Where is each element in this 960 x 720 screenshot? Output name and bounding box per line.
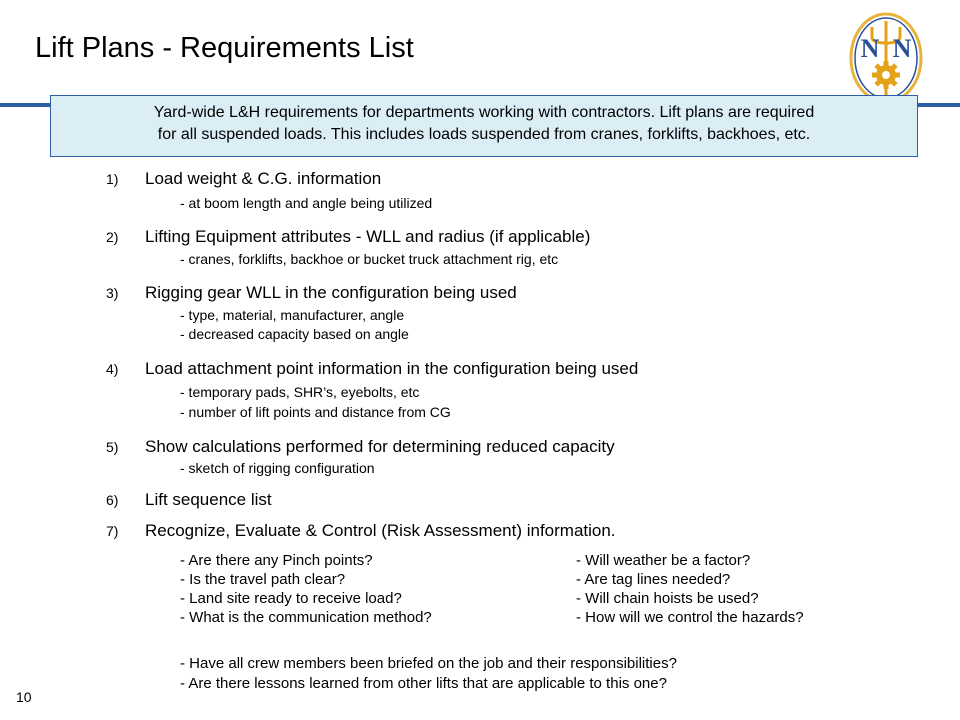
- item-detail: - type, material, manufacturer, angle: [180, 307, 405, 323]
- risk-question: - Will weather be a factor?: [576, 552, 751, 569]
- risk-question: - Are there any Pinch points?: [180, 552, 373, 569]
- risk-question: - What is the communication method?: [180, 609, 432, 626]
- item-detail: - decreased capacity based on angle: [180, 326, 409, 342]
- item-number: 6): [106, 492, 119, 508]
- item-number: 3): [106, 285, 119, 301]
- item-heading: Lift sequence list: [145, 490, 272, 509]
- item-heading: Rigging gear WLL in the configuration being used: [145, 283, 517, 302]
- item-detail: - cranes, forklifts, backhoe or bucket truck attachment rig, etc: [180, 251, 559, 267]
- callout-line-2: for all suspended loads. This includes loads suspended from cranes, forklifts, backhoes, etc.: [157, 126, 811, 143]
- risk-question: - Are there lessons learned from other lifts that are applicable to this one?: [180, 675, 667, 692]
- svg-text:N: N: [892, 34, 912, 63]
- requirements-callout: [50, 95, 918, 157]
- risk-question: - Land site ready to receive load?: [180, 590, 402, 607]
- page-number: 10: [16, 689, 32, 705]
- item-detail: - temporary pads, SHR’s, eyebolts, etc: [180, 384, 420, 400]
- item-number: 5): [106, 439, 119, 455]
- risk-question: - Are tag lines needed?: [576, 571, 731, 588]
- risk-question: - Have all crew members been briefed on the job and their responsibilities?: [180, 655, 677, 672]
- risk-question: - How will we control the hazards?: [576, 609, 804, 626]
- risk-question: - Is the travel path clear?: [180, 571, 346, 588]
- item-number: 7): [106, 523, 119, 539]
- item-heading: Load attachment point information in the configuration being used: [145, 359, 639, 378]
- item-heading: Lifting Equipment attributes - WLL and radius (if applicable): [145, 227, 591, 246]
- item-heading: Show calculations performed for determining reduced capacity: [145, 437, 615, 456]
- item-detail: - sketch of rigging configuration: [180, 460, 375, 476]
- item-number: 1): [106, 171, 119, 187]
- item-number: 4): [106, 361, 119, 377]
- svg-text:N: N: [860, 34, 880, 63]
- item-detail: - number of lift points and distance from CG: [180, 404, 451, 420]
- item-heading: Load weight & C.G. information: [145, 169, 382, 188]
- callout-line-1: Yard-wide L&H requirements for departments working with contractors. Lift plans are required: [153, 104, 815, 121]
- risk-question: - Will chain hoists be used?: [576, 590, 759, 607]
- item-heading: Recognize, Evaluate & Control (Risk Assessment) information.: [145, 521, 616, 540]
- slide-title: Lift Plans - Requirements List: [35, 32, 414, 64]
- item-number: 2): [106, 229, 119, 245]
- company-logo-icon: [848, 11, 924, 105]
- item-detail: - at boom length and angle being utilized: [180, 195, 433, 211]
